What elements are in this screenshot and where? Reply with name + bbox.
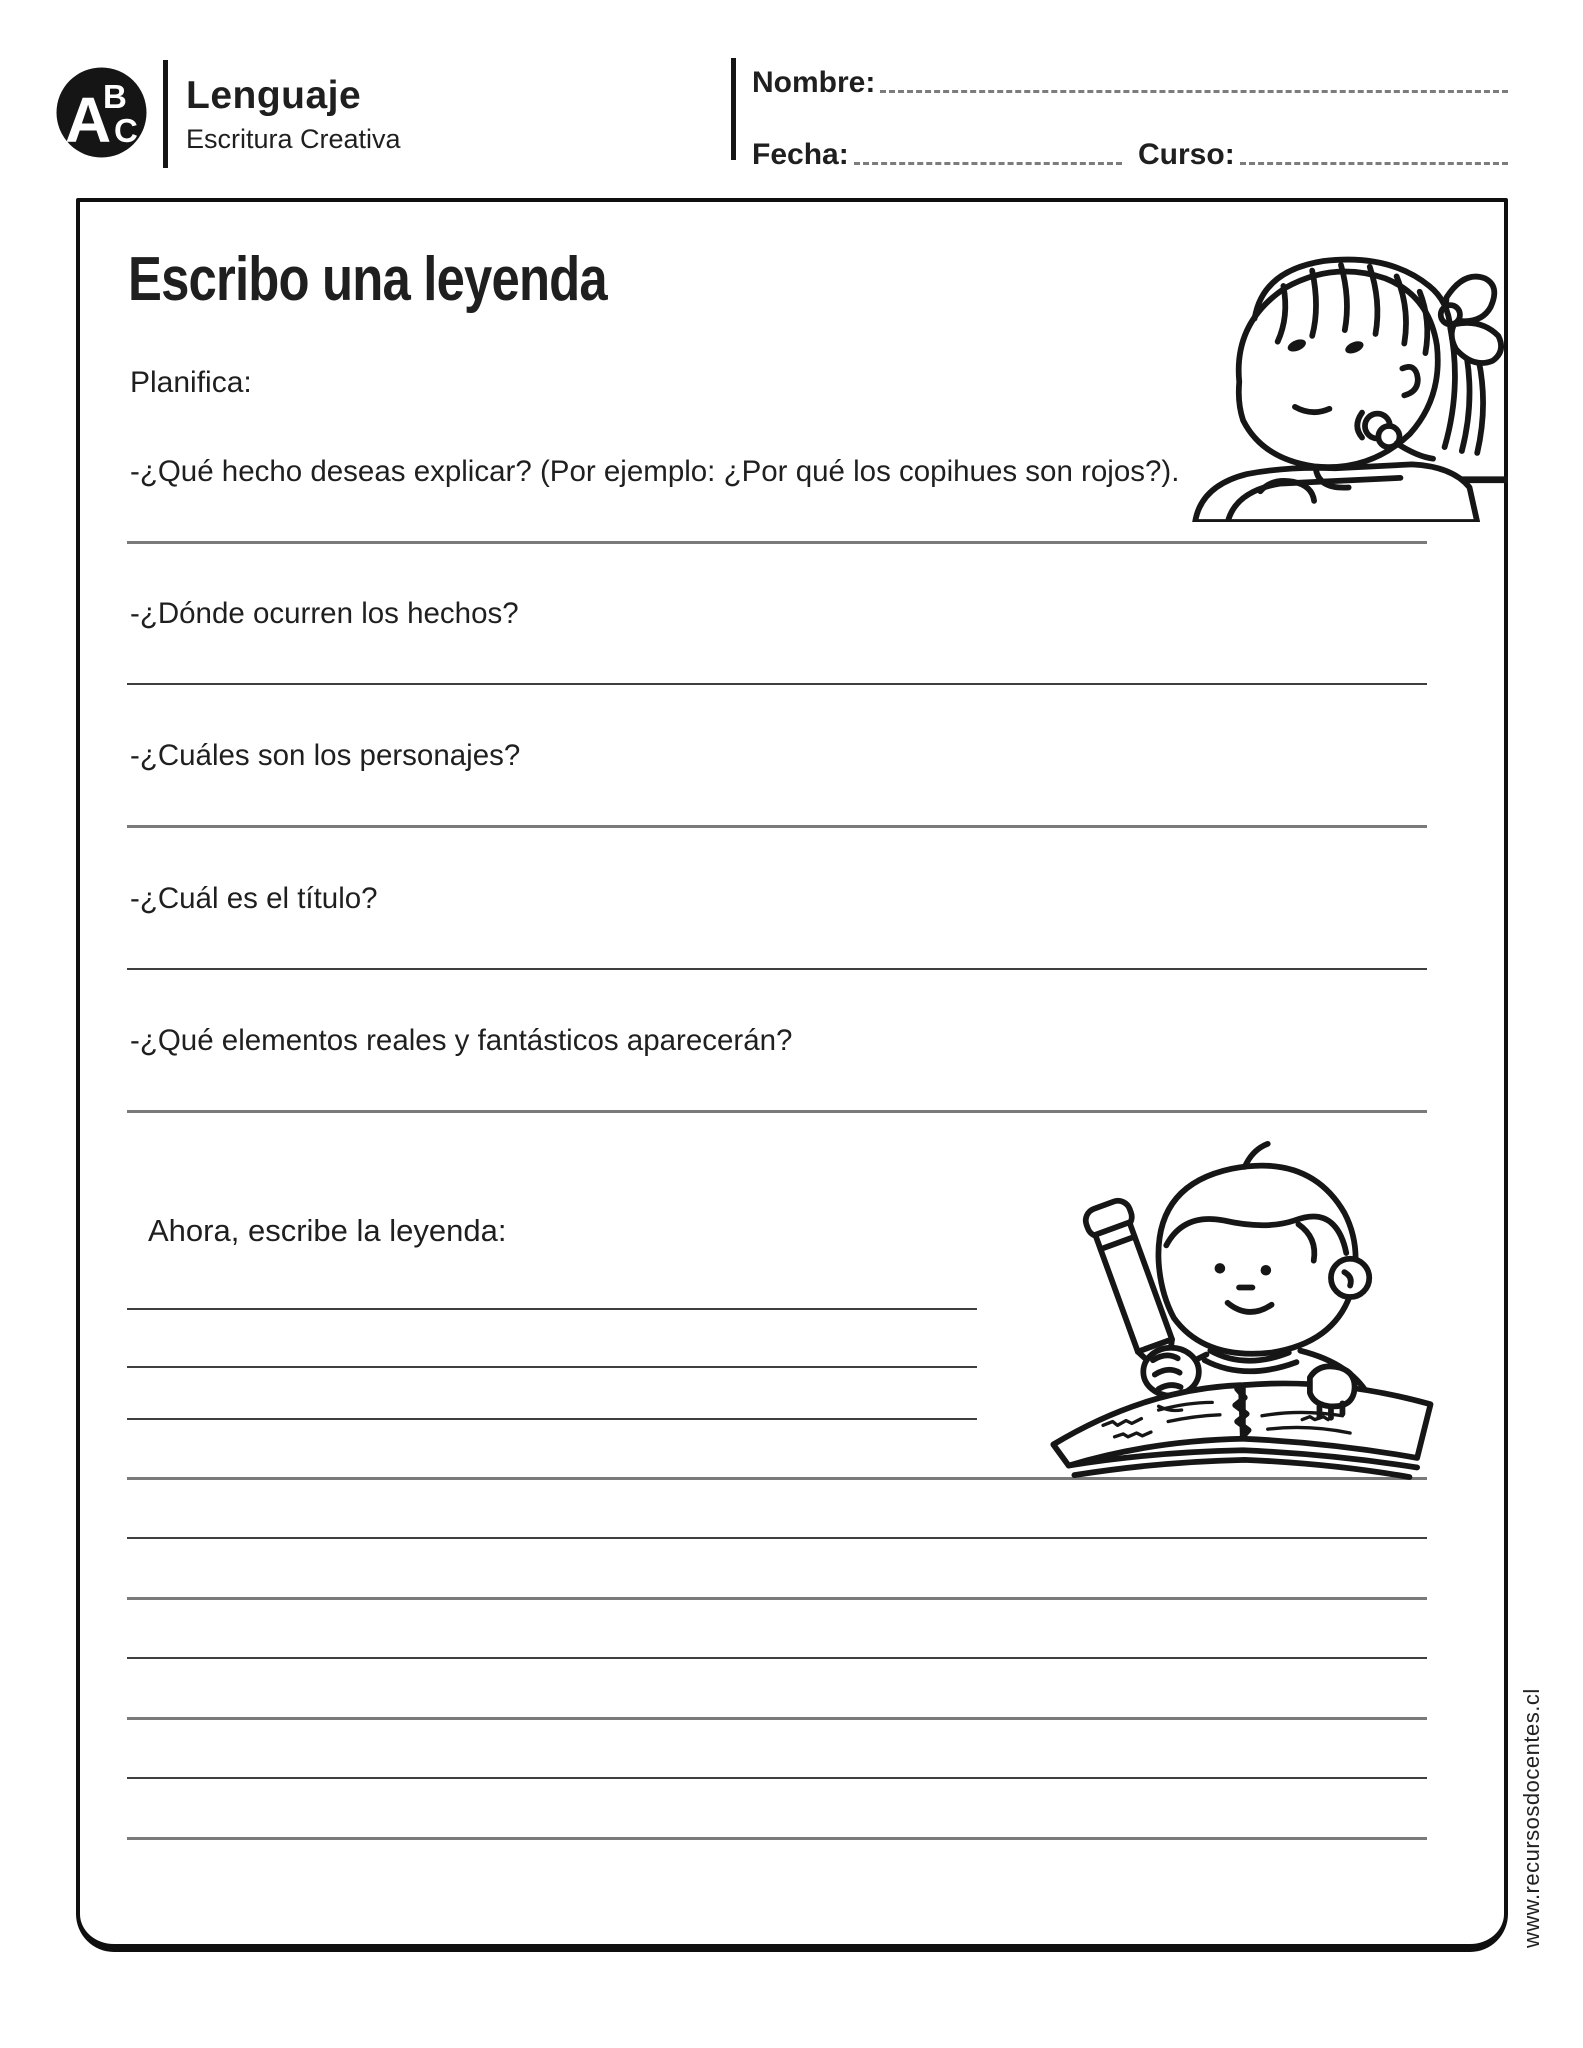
name-row: [752, 62, 1510, 100]
question-5: -¿Qué elementos reales y fantásticos aparecerán?: [130, 1024, 793, 1057]
question-2: -¿Dónde ocurren los hechos?: [130, 597, 519, 630]
course-label: Curso:: [1138, 138, 1235, 171]
subject-subtitle: Escritura Creativa: [186, 124, 401, 154]
answer-line[interactable]: [127, 1537, 1427, 1539]
logo-letter-a: A: [65, 84, 112, 156]
page-title: Escribo una leyenda: [128, 245, 607, 314]
write-prompt: Ahora, escribe la leyenda:: [148, 1213, 507, 1248]
name-blank[interactable]: [880, 66, 1508, 93]
answer-line[interactable]: [127, 968, 1427, 970]
abc-logo-icon: [55, 66, 148, 159]
question-4: -¿Cuál es el título?: [130, 882, 378, 915]
answer-line[interactable]: [127, 683, 1427, 685]
header-fields-divider: [731, 58, 736, 160]
course-blank[interactable]: [1240, 138, 1508, 165]
name-label: Nombre:: [752, 66, 876, 99]
question-3: -¿Cuáles son los personajes?: [130, 739, 521, 772]
answer-line[interactable]: [127, 1308, 977, 1310]
answer-line[interactable]: [127, 1110, 1427, 1113]
plan-label: Planifica:: [130, 366, 252, 399]
logo-divider: [163, 60, 168, 168]
answer-line[interactable]: [127, 1657, 1427, 1659]
answer-line[interactable]: [127, 1777, 1427, 1779]
boy-writing-illustration: [1015, 1132, 1465, 1487]
site-url: www.recursosdocentes.cl: [1519, 1688, 1544, 1948]
answer-line[interactable]: [127, 1597, 1427, 1600]
answer-line[interactable]: [127, 541, 1427, 544]
answer-line[interactable]: [127, 1717, 1427, 1720]
question-1: -¿Qué hecho deseas explicar? (Por ejemplo: ¿Por qué los copihues son rojos?).: [130, 455, 1180, 488]
date-label: Fecha:: [752, 138, 849, 171]
answer-line[interactable]: [127, 1366, 977, 1368]
date-blank[interactable]: [854, 138, 1122, 165]
answer-line[interactable]: [127, 1418, 977, 1420]
answer-line[interactable]: [127, 825, 1427, 828]
subject-title: Lenguaje: [186, 74, 362, 117]
date-course-row: [752, 134, 1510, 172]
answer-line[interactable]: [127, 1837, 1427, 1840]
logo-letter-c: C: [114, 112, 138, 149]
thinking-girl-illustration: [1172, 238, 1508, 522]
logo-letter-b: B: [103, 78, 127, 115]
